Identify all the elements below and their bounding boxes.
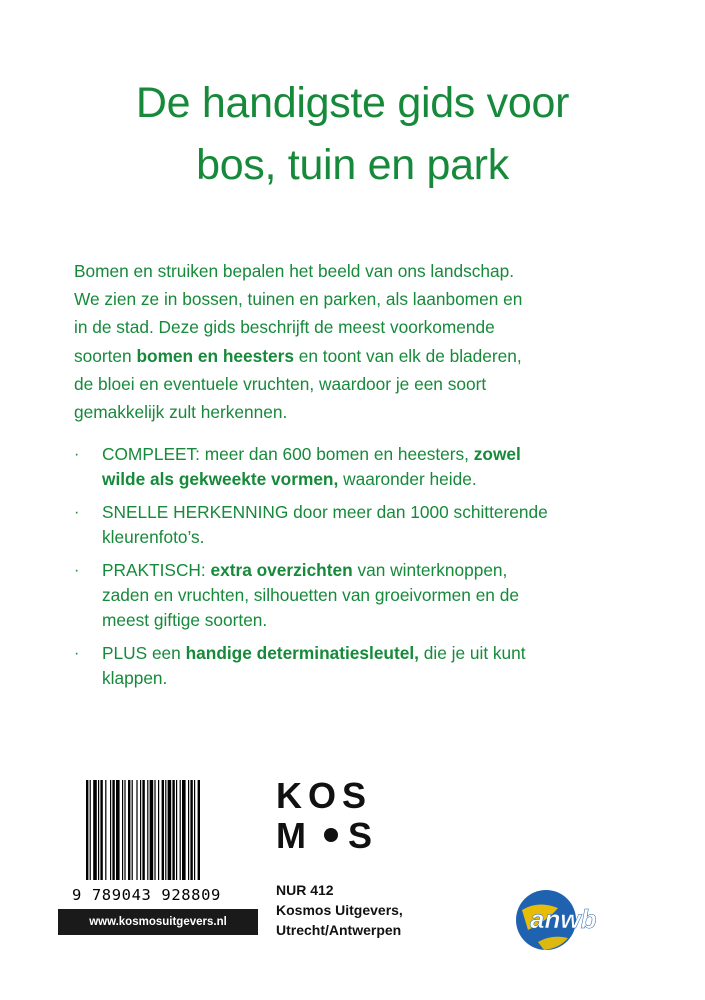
barcode-bar (124, 780, 125, 880)
barcode-bar (150, 780, 154, 880)
barcode-bar (100, 780, 102, 880)
bullet-marker: · (74, 562, 80, 579)
feature-item-praktisch (74, 558, 674, 633)
barcode-bar (190, 780, 192, 880)
feature-highlight: handige determinatiesleutel, (185, 643, 419, 663)
barcode-bar (116, 780, 120, 880)
barcode-bar (176, 780, 177, 880)
kosmos-logo (276, 778, 386, 853)
intro-line (74, 342, 654, 370)
barcode-bar (147, 780, 148, 880)
publisher-info (276, 880, 403, 940)
barcode-bar (194, 780, 195, 880)
feature-highlight: wilde als gekweekte vormen, (102, 469, 339, 489)
bullet-marker: · (74, 446, 80, 463)
barcode-bar (142, 780, 144, 880)
barcode-bar (140, 780, 141, 880)
title-line-1: De handigste gids voor (135, 79, 570, 127)
logo-row-1: KOS (276, 778, 373, 816)
feature-line (102, 467, 674, 492)
barcode-bar (198, 780, 200, 880)
logo-dot-icon (324, 828, 338, 842)
feature-line: zaden en vruchten, silhouetten van groeivormen en de (102, 585, 519, 605)
barcode-bar (168, 780, 172, 880)
feature-line (102, 641, 674, 666)
feature-line: kleurenfoto’s. (102, 527, 205, 547)
feature-item-herkenning (74, 500, 674, 550)
feature-item-plus (74, 641, 674, 691)
feature-list (74, 442, 674, 699)
feature-line: klappen. (102, 668, 168, 688)
publisher-name: Kosmos Uitgevers, (276, 902, 403, 918)
barcode-bar (154, 780, 155, 880)
isbn-number: 9 789043 928809 (72, 886, 221, 904)
feature-line (102, 442, 674, 467)
intro-line: de bloei en eventuele vruchten, waardoor je een soort (74, 373, 487, 394)
anwb-logo (508, 880, 628, 960)
feature-text: COMPLEET: meer dan 600 bomen en heesters, (102, 444, 474, 464)
title-line-2: bos, tuin en park (196, 141, 509, 189)
intro-highlight: bomen en heesters (136, 345, 294, 366)
bullet-marker: · (74, 645, 80, 662)
barcode-bar (98, 780, 99, 880)
barcode-bar (188, 780, 189, 880)
barcode-bar (132, 780, 133, 880)
barcode-bar (110, 780, 111, 880)
nur-code: NUR 412 (276, 882, 334, 898)
barcode-bar (180, 780, 181, 880)
barcode-bar (90, 780, 91, 880)
feature-text: PLUS een (102, 643, 186, 663)
barcode-bar (86, 780, 88, 880)
barcode-bar (122, 780, 123, 880)
barcode-bar (112, 780, 114, 880)
barcode-bar (165, 780, 166, 880)
feature-line: meest giftige soorten. (102, 610, 268, 630)
feature-text: PRAKTISCH: (102, 560, 211, 580)
logo-letter-s: S (348, 815, 373, 853)
logo-letter-m: M (276, 815, 306, 853)
intro-text: soorten (74, 345, 137, 366)
feature-text: van winterknoppen, (352, 560, 508, 580)
intro-line: Bomen en struiken bepalen het beeld van ons landschap. (74, 261, 515, 281)
bullet-marker: · (74, 504, 80, 521)
anwb-wordmark: anwb (530, 904, 597, 934)
barcode-bar (136, 780, 137, 880)
barcode-bar (172, 780, 174, 880)
intro-text: en toont van elk de bladeren, (293, 345, 522, 366)
intro-line: We zien ze in bossen, tuinen en parken, als laanbomen en (74, 289, 523, 310)
feature-item-compleet (74, 442, 674, 492)
barcode-bar (182, 780, 186, 880)
publisher-city: Utrecht/Antwerpen (276, 922, 402, 938)
intro-line: in de stad. Deze gids beschrijft de meest voorkomende (74, 317, 495, 338)
barcode-bar (158, 780, 159, 880)
barcode-bar (162, 780, 164, 880)
barcode-bar (93, 780, 97, 880)
book-title (0, 72, 705, 196)
website-url: www.kosmosuitgevers.nl (58, 909, 258, 935)
feature-line: SNELLE HERKENNING door meer dan 1000 schitterende (102, 502, 548, 522)
intro-line: gemakkelijk zult herkennen. (74, 402, 288, 423)
feature-highlight: zowel (473, 444, 521, 464)
barcode-bar (105, 780, 106, 880)
feature-line (102, 558, 674, 583)
feature-text: waaronder heide. (338, 469, 477, 489)
intro-paragraph (74, 257, 654, 426)
barcode-bar (128, 780, 130, 880)
isbn-barcode (86, 780, 250, 880)
feature-highlight: extra overzichten (210, 560, 353, 580)
feature-text: die je uit kunt (418, 643, 526, 663)
